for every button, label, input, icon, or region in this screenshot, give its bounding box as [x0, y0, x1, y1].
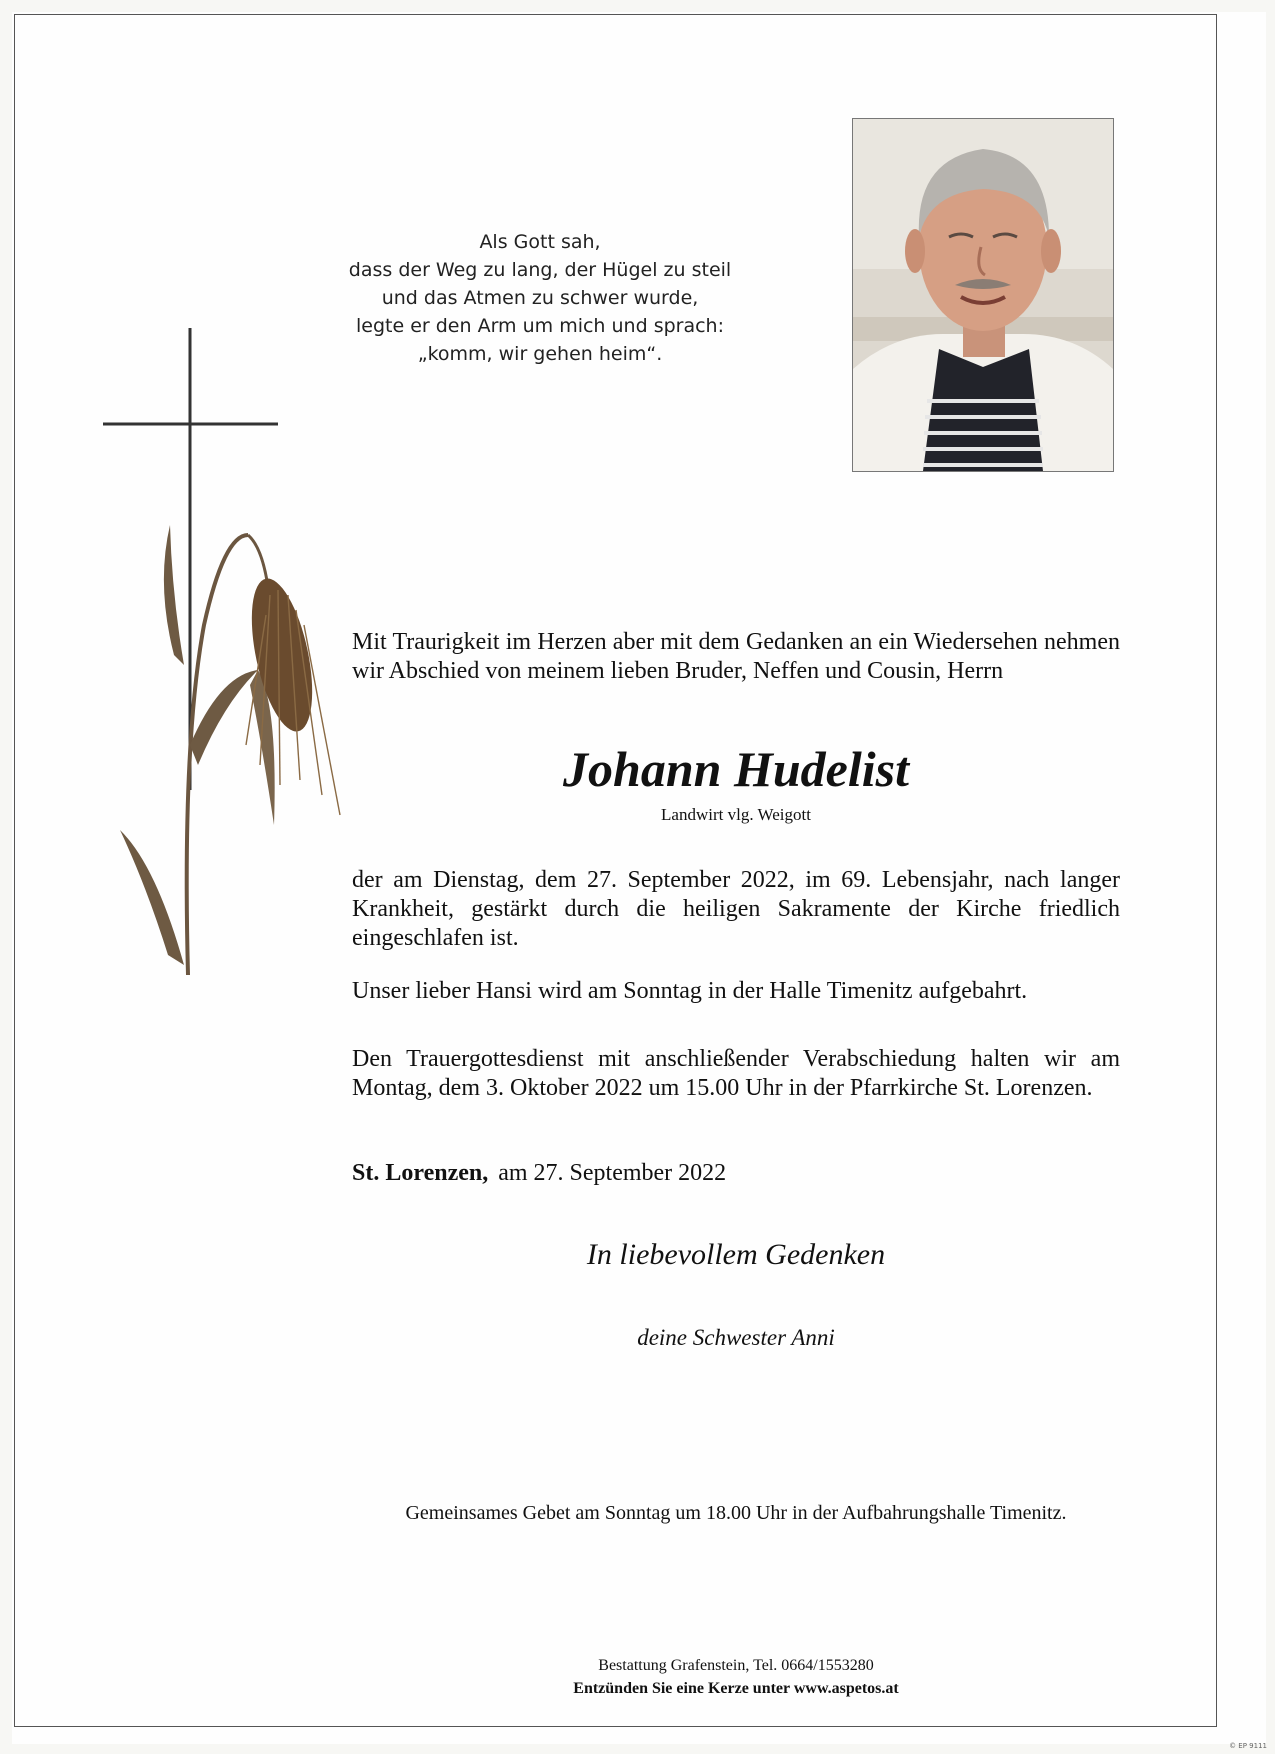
print-code: © EP 9111 — [1229, 1742, 1267, 1750]
poem-line: dass der Weg zu lang, der Hügel zu steil — [348, 259, 732, 281]
death-text: der am Dienstag, dem 27. September 2022, im 69. Lebensjahr, nach langer Krankheit, gestärkt durch die heiligen Sakramente der Kirche friedlich eingeschlafen ist. — [352, 867, 1120, 951]
cross-with-wheat-illustration — [100, 325, 360, 985]
viewing-text: Unser lieber Hansi wird am Sonntag in der Halle Timenitz aufgebahrt. — [352, 978, 1028, 1004]
poem-line: legte er den Arm um mich und sprach: — [356, 315, 724, 337]
portrait-photo — [852, 118, 1114, 472]
memory-line: In liebevollem Gedenken — [586, 1238, 886, 1271]
portrait-image — [853, 119, 1113, 471]
date: am 27. September 2022 — [498, 1160, 727, 1186]
wheat-icon — [120, 525, 340, 975]
intro-text: Mit Traurigkeit im Herzen aber mit dem Gedanken an ein Wiedersehen nehmen wir Abschied von meinem lieben Bruder, Neffen und Cousin, Herrn — [352, 629, 1120, 684]
deceased-occupation: Landwirt vlg. Weigott — [661, 805, 811, 824]
poem-line: und das Atmen zu schwer wurde, — [381, 287, 699, 309]
prayer-notice: Gemeinsames Gebet am Sonntag um 18.00 Uhr in der Aufbahrungshalle Timenitz. — [405, 1502, 1067, 1524]
poem — [340, 228, 740, 368]
candle-link-text: Entzünden Sie eine Kerze unter www.aspetos.at — [573, 1680, 899, 1697]
deceased-name: Johann Hudelist — [563, 741, 909, 797]
place-date-line — [352, 1160, 726, 1187]
family-signature: deine Schwester Anni — [637, 1325, 835, 1350]
place: St. Lorenzen, — [352, 1160, 489, 1186]
undertaker-info: Bestattung Grafenstein, Tel. 0664/1553280 — [598, 1657, 874, 1674]
poem-line: „komm, wir gehen heim“. — [417, 343, 663, 365]
poem-line: Als Gott sah, — [479, 231, 601, 253]
service-text: Den Trauergottesdienst mit anschließender Verabschiedung halten wir am Montag, dem 3. Oktober 2022 um 15.00 Uhr in der Pfarrkirche St. Lorenzen. — [352, 1046, 1120, 1101]
